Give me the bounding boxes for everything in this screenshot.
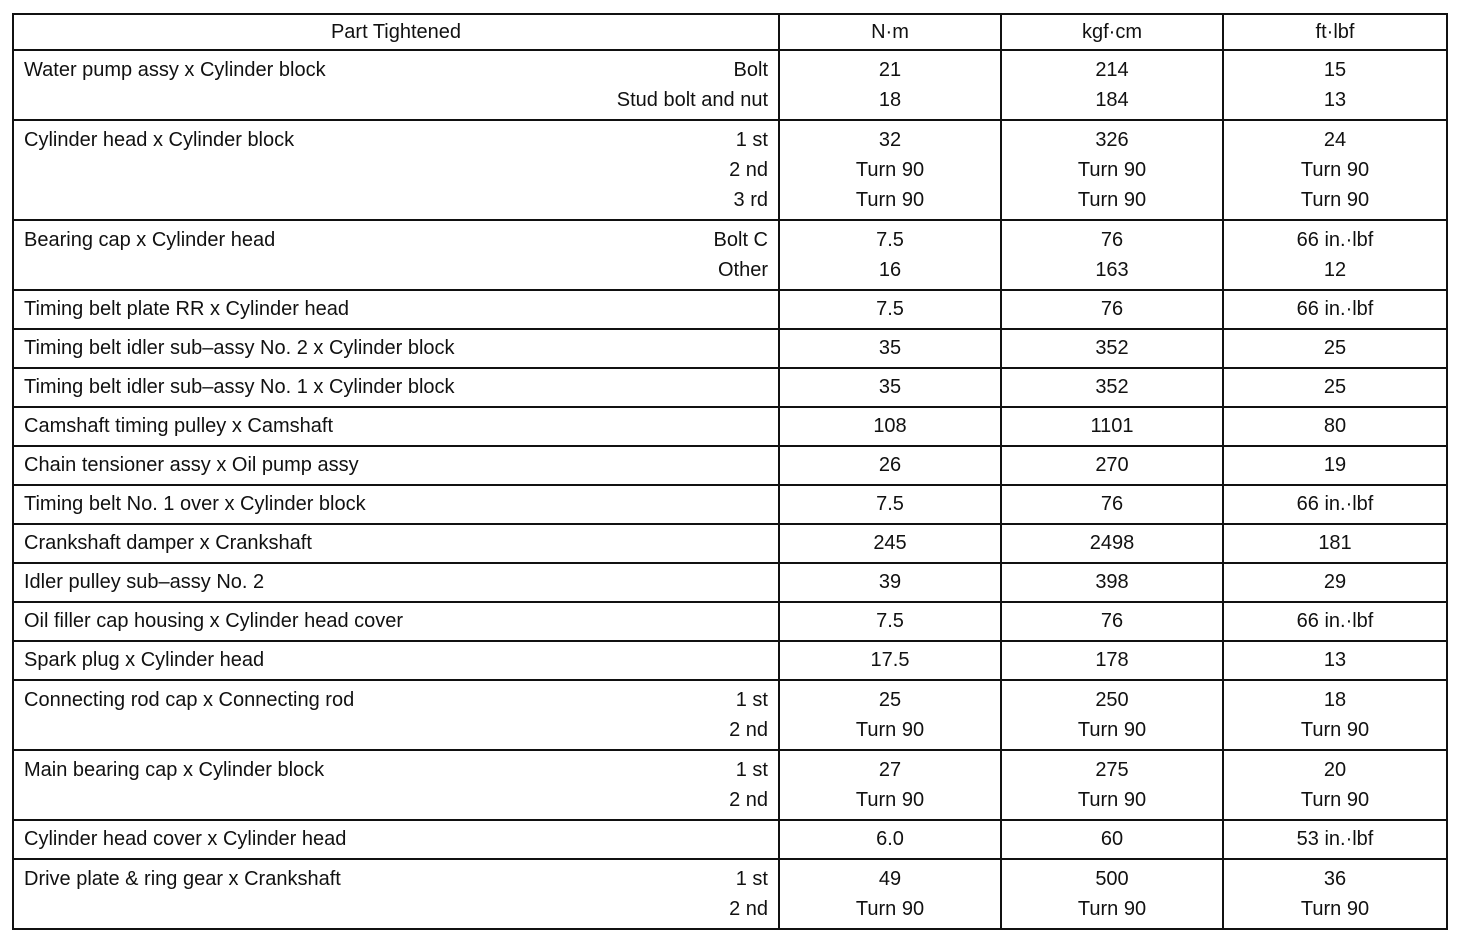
kgfcm-value-cell bbox=[1001, 524, 1223, 563]
torque-value: Turn 90 bbox=[855, 159, 925, 181]
sub-condition-label: Bolt bbox=[733, 59, 768, 81]
table-row bbox=[13, 329, 1447, 368]
torque-value: 7.5 bbox=[876, 298, 904, 320]
table-row bbox=[13, 820, 1447, 859]
torque-value: Turn 90 bbox=[1300, 789, 1370, 811]
ftlbf-value-cell bbox=[1223, 750, 1447, 820]
part-name: Cylinder head x Cylinder block bbox=[24, 129, 295, 151]
ftlbf-value-cell bbox=[1223, 859, 1447, 929]
sub-condition-label: 3 rd bbox=[733, 189, 768, 211]
torque-value: 18 bbox=[1323, 689, 1347, 711]
part-tightened-cell bbox=[13, 524, 779, 563]
torque-value: 21 bbox=[878, 59, 902, 81]
kgfcm-value-cell bbox=[1001, 290, 1223, 329]
ftlbf-value-cell bbox=[1223, 220, 1447, 290]
ftlbf-value-cell bbox=[1223, 50, 1447, 120]
part-name: Oil filler cap housing x Cylinder head cover bbox=[24, 610, 404, 632]
part-name: Camshaft timing pulley x Camshaft bbox=[24, 415, 334, 437]
torque-value: 17.5 bbox=[870, 649, 910, 671]
part-name: Bearing cap x Cylinder head bbox=[24, 229, 276, 251]
nm-value-cell bbox=[779, 329, 1001, 368]
part-tightened-cell bbox=[13, 120, 779, 220]
part-name: Timing belt idler sub–assy No. 1 x Cylinder block bbox=[24, 376, 455, 398]
nm-value-cell bbox=[779, 220, 1001, 290]
torque-value: Turn 90 bbox=[1300, 898, 1370, 920]
torque-value: 184 bbox=[1095, 89, 1129, 111]
torque-value: Turn 90 bbox=[1077, 789, 1147, 811]
sub-condition-label: Stud bolt and nut bbox=[616, 89, 768, 111]
part-tightened-cell bbox=[13, 290, 779, 329]
part-tightened-cell bbox=[13, 859, 779, 929]
torque-value: 32 bbox=[878, 129, 902, 151]
part-name: Idler pulley sub–assy No. 2 bbox=[24, 571, 265, 593]
part-sub-conditions bbox=[729, 125, 768, 215]
table-row bbox=[13, 641, 1447, 680]
nm-value-cell bbox=[779, 446, 1001, 485]
torque-value: 27 bbox=[878, 759, 902, 781]
torque-value: Turn 90 bbox=[855, 789, 925, 811]
part-tightened-cell bbox=[13, 220, 779, 290]
torque-value: Turn 90 bbox=[1077, 159, 1147, 181]
nm-value-cell bbox=[779, 50, 1001, 120]
torque-value: 108 bbox=[873, 415, 907, 437]
kgfcm-value-cell bbox=[1001, 368, 1223, 407]
torque-value: Turn 90 bbox=[855, 898, 925, 920]
torque-value: 53 in.·lbf bbox=[1296, 828, 1374, 850]
torque-value: 80 bbox=[1323, 415, 1347, 437]
sub-condition-label: 2 nd bbox=[729, 159, 768, 181]
torque-value: 12 bbox=[1323, 259, 1347, 281]
torque-value: 13 bbox=[1323, 89, 1347, 111]
nm-value-cell bbox=[779, 120, 1001, 220]
table-row bbox=[13, 120, 1447, 220]
ftlbf-value-cell bbox=[1223, 563, 1447, 602]
part-sub-conditions bbox=[617, 55, 768, 115]
torque-value: 20 bbox=[1323, 759, 1347, 781]
torque-value: 25 bbox=[878, 689, 902, 711]
torque-value: 35 bbox=[878, 337, 902, 359]
table-row bbox=[13, 524, 1447, 563]
torque-value: Turn 90 bbox=[1300, 159, 1370, 181]
ftlbf-value-cell bbox=[1223, 290, 1447, 329]
ftlbf-value-cell bbox=[1223, 407, 1447, 446]
torque-value: 245 bbox=[873, 532, 907, 554]
torque-value: 15 bbox=[1323, 59, 1347, 81]
part-tightened-cell bbox=[13, 820, 779, 859]
ftlbf-value-cell bbox=[1223, 602, 1447, 641]
sub-condition-label: 1 st bbox=[735, 759, 768, 781]
torque-value: 76 bbox=[1100, 298, 1124, 320]
torque-value: 49 bbox=[878, 868, 902, 890]
part-tightened-cell bbox=[13, 485, 779, 524]
torque-value: Turn 90 bbox=[1077, 719, 1147, 741]
part-tightened-cell bbox=[13, 563, 779, 602]
part-sub-conditions bbox=[729, 685, 768, 745]
kgfcm-value-cell bbox=[1001, 329, 1223, 368]
nm-value-cell bbox=[779, 563, 1001, 602]
torque-value: 36 bbox=[1323, 868, 1347, 890]
kgfcm-value-cell bbox=[1001, 680, 1223, 750]
table-row bbox=[13, 485, 1447, 524]
sub-condition-label: 1 st bbox=[735, 689, 768, 711]
torque-value: 7.5 bbox=[876, 229, 904, 251]
table-row bbox=[13, 680, 1447, 750]
torque-value: 270 bbox=[1095, 454, 1129, 476]
sub-condition-label: Other bbox=[717, 259, 768, 281]
kgfcm-value-cell bbox=[1001, 50, 1223, 120]
part-tightened-cell bbox=[13, 602, 779, 641]
kgfcm-value-cell bbox=[1001, 602, 1223, 641]
part-name: Drive plate & ring gear x Crankshaft bbox=[24, 868, 341, 890]
ftlbf-value-cell bbox=[1223, 820, 1447, 859]
table-row bbox=[13, 859, 1447, 929]
ftlbf-value-cell bbox=[1223, 329, 1447, 368]
kgfcm-value-cell bbox=[1001, 563, 1223, 602]
ftlbf-value-cell bbox=[1223, 368, 1447, 407]
torque-value: 25 bbox=[1323, 337, 1347, 359]
sub-condition-label: 1 st bbox=[735, 868, 768, 890]
table-row bbox=[13, 220, 1447, 290]
header-kgfcm: kgf·cm bbox=[1001, 14, 1223, 50]
ftlbf-value-cell bbox=[1223, 446, 1447, 485]
ftlbf-value-cell bbox=[1223, 680, 1447, 750]
sub-condition-label: 2 nd bbox=[729, 898, 768, 920]
table-row bbox=[13, 446, 1447, 485]
torque-value: 1101 bbox=[1090, 415, 1134, 437]
ftlbf-value-cell bbox=[1223, 641, 1447, 680]
torque-value: 66 in.·lbf bbox=[1296, 493, 1374, 515]
header-part-tightened: Part Tightened bbox=[13, 14, 779, 50]
part-name: Water pump assy x Cylinder block bbox=[24, 59, 326, 81]
kgfcm-value-cell bbox=[1001, 220, 1223, 290]
nm-value-cell bbox=[779, 368, 1001, 407]
torque-specification-table bbox=[12, 13, 1448, 930]
torque-value: 76 bbox=[1100, 493, 1124, 515]
torque-value: 66 in.·lbf bbox=[1296, 610, 1374, 632]
torque-value: 60 bbox=[1100, 828, 1124, 850]
torque-value: Turn 90 bbox=[1077, 898, 1147, 920]
header-ftlbf: ft·lbf bbox=[1223, 14, 1447, 50]
part-tightened-cell bbox=[13, 407, 779, 446]
nm-value-cell bbox=[779, 680, 1001, 750]
torque-value: 181 bbox=[1318, 532, 1352, 554]
part-sub-conditions bbox=[729, 864, 768, 924]
kgfcm-value-cell bbox=[1001, 120, 1223, 220]
table-row bbox=[13, 407, 1447, 446]
torque-value: 29 bbox=[1323, 571, 1347, 593]
torque-value: 16 bbox=[878, 259, 902, 281]
table-row bbox=[13, 368, 1447, 407]
torque-value: 76 bbox=[1100, 610, 1124, 632]
torque-value: 76 bbox=[1100, 229, 1124, 251]
part-name: Timing belt idler sub–assy No. 2 x Cylinder block bbox=[24, 337, 455, 359]
kgfcm-value-cell bbox=[1001, 485, 1223, 524]
table-row bbox=[13, 602, 1447, 641]
part-sub-conditions bbox=[729, 755, 768, 815]
kgfcm-value-cell bbox=[1001, 820, 1223, 859]
part-name: Spark plug x Cylinder head bbox=[24, 649, 265, 671]
kgfcm-value-cell bbox=[1001, 407, 1223, 446]
torque-value: 18 bbox=[878, 89, 902, 111]
sub-condition-label: Bolt C bbox=[713, 229, 768, 251]
table-row bbox=[13, 563, 1447, 602]
part-name: Timing belt plate RR x Cylinder head bbox=[24, 298, 349, 320]
torque-value: 19 bbox=[1323, 454, 1347, 476]
table-row bbox=[13, 50, 1447, 120]
part-name: Crankshaft damper x Crankshaft bbox=[24, 532, 312, 554]
torque-value: 13 bbox=[1323, 649, 1347, 671]
torque-value: Turn 90 bbox=[855, 189, 925, 211]
torque-value: 275 bbox=[1095, 759, 1129, 781]
part-name: Main bearing cap x Cylinder block bbox=[24, 759, 325, 781]
torque-value: 6.0 bbox=[876, 828, 904, 850]
kgfcm-value-cell bbox=[1001, 641, 1223, 680]
ftlbf-value-cell bbox=[1223, 485, 1447, 524]
part-name: Cylinder head cover x Cylinder head bbox=[24, 828, 347, 850]
torque-value: 163 bbox=[1095, 259, 1129, 281]
torque-value: 7.5 bbox=[876, 610, 904, 632]
header-row bbox=[13, 14, 1447, 50]
ftlbf-value-cell bbox=[1223, 120, 1447, 220]
nm-value-cell bbox=[779, 602, 1001, 641]
part-name: Connecting rod cap x Connecting rod bbox=[24, 689, 355, 711]
part-name: Chain tensioner assy x Oil pump assy bbox=[24, 454, 359, 476]
part-tightened-cell bbox=[13, 680, 779, 750]
part-tightened-cell bbox=[13, 329, 779, 368]
torque-value: 2498 bbox=[1089, 532, 1135, 554]
part-tightened-cell bbox=[13, 750, 779, 820]
header-nm: N·m bbox=[779, 14, 1001, 50]
torque-value: 25 bbox=[1323, 376, 1347, 398]
torque-value: 35 bbox=[878, 376, 902, 398]
ftlbf-value-cell bbox=[1223, 524, 1447, 563]
table-body bbox=[13, 50, 1447, 929]
table-row bbox=[13, 750, 1447, 820]
nm-value-cell bbox=[779, 290, 1001, 329]
torque-value: 7.5 bbox=[876, 493, 904, 515]
torque-value: 66 in.·lbf bbox=[1296, 298, 1374, 320]
kgfcm-value-cell bbox=[1001, 750, 1223, 820]
torque-value: Turn 90 bbox=[1300, 189, 1370, 211]
part-tightened-cell bbox=[13, 641, 779, 680]
nm-value-cell bbox=[779, 859, 1001, 929]
nm-value-cell bbox=[779, 750, 1001, 820]
nm-value-cell bbox=[779, 407, 1001, 446]
torque-value: 250 bbox=[1095, 689, 1129, 711]
nm-value-cell bbox=[779, 820, 1001, 859]
torque-value: Turn 90 bbox=[1077, 189, 1147, 211]
torque-value: 500 bbox=[1095, 868, 1129, 890]
part-tightened-cell bbox=[13, 50, 779, 120]
kgfcm-value-cell bbox=[1001, 859, 1223, 929]
torque-value: 398 bbox=[1095, 571, 1129, 593]
part-tightened-cell bbox=[13, 368, 779, 407]
torque-value: 178 bbox=[1095, 649, 1129, 671]
sub-condition-label: 2 nd bbox=[729, 789, 768, 811]
torque-value: Turn 90 bbox=[1300, 719, 1370, 741]
sub-condition-label: 1 st bbox=[735, 129, 768, 151]
torque-value: 24 bbox=[1323, 129, 1347, 151]
part-tightened-cell bbox=[13, 446, 779, 485]
torque-value: 26 bbox=[878, 454, 902, 476]
nm-value-cell bbox=[779, 524, 1001, 563]
kgfcm-value-cell bbox=[1001, 446, 1223, 485]
table-row bbox=[13, 290, 1447, 329]
torque-value: 66 in.·lbf bbox=[1296, 229, 1374, 251]
torque-value: Turn 90 bbox=[855, 719, 925, 741]
part-sub-conditions bbox=[714, 225, 768, 285]
torque-value: 352 bbox=[1095, 376, 1129, 398]
nm-value-cell bbox=[779, 641, 1001, 680]
part-name: Timing belt No. 1 over x Cylinder block bbox=[24, 493, 366, 515]
nm-value-cell bbox=[779, 485, 1001, 524]
torque-value: 326 bbox=[1095, 129, 1129, 151]
torque-value: 214 bbox=[1095, 59, 1129, 81]
sub-condition-label: 2 nd bbox=[729, 719, 768, 741]
torque-value: 39 bbox=[878, 571, 902, 593]
torque-value: 352 bbox=[1095, 337, 1129, 359]
table-header bbox=[13, 14, 1447, 50]
